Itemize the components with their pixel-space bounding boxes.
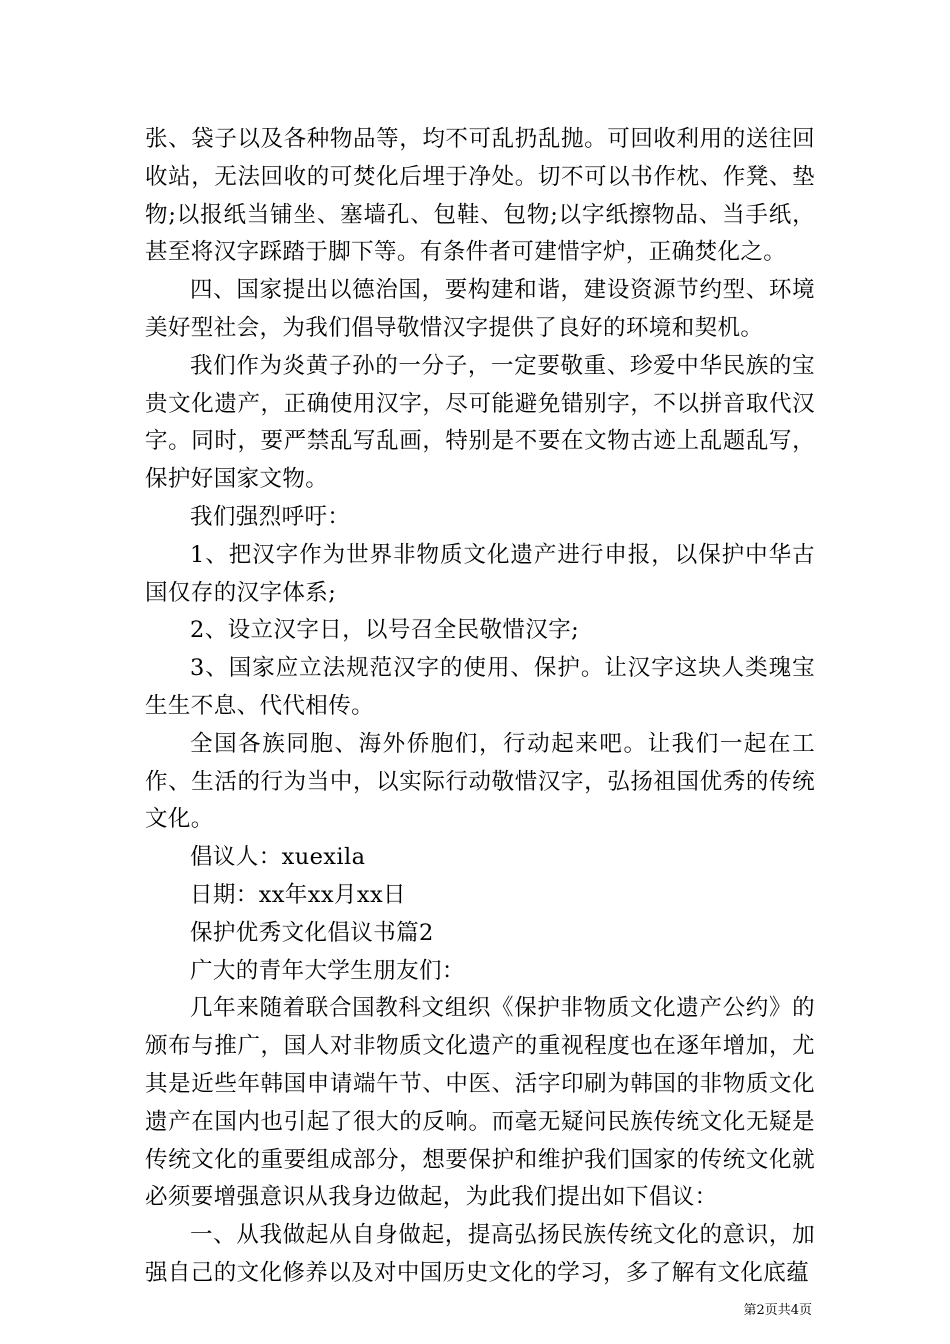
list-item: 3、国家应立法规范汉字的使用、保护。让汉字这块人类瑰宝生生不息、代代相传。 [145,655,815,719]
paragraph: 全国各族同胞、海外侨胞们，行动起来吧。让我们一起在工作、生活的行为当中，以实际行动敬惜汉字，弘扬祖国优秀的传统文化。 [145,730,815,833]
paragraph: 一、从我做起从自身做起，提高弘扬民族传统文化的意识，加强自己的文化修养以及对中国历史文化的学习，多了解有文化底蕴 [145,1222,815,1286]
signature-line: 倡议人：xuexila [190,844,366,871]
list-item: 1、把汉字作为世界非物质文化遗产进行申报，以保护中华古国仅存的汉字体系; [145,541,815,606]
paragraph: 我们强烈呼吁： [190,503,351,530]
section-title: 保护优秀文化倡议书篇2 [190,919,434,946]
paragraph: 张、袋子以及各种物品等，均不可乱扔乱抛。可回收利用的送往回收站，无法回收的可焚化后埋于净处。切不可以书作枕、作凳、垫物;以报纸当铺坐、塞墙孔、包鞋、包物;以字纸擦物品、当手纸，甚至将汉字踩踏于脚下等。有条件者可建惜字炉，正确焚化之。 [145,126,815,266]
paragraph: 几年来随着联合国教科文组织《保护非物质文化遗产公约》的颁布与推广，国人对非物质文化遗产的重视程度也在逐年增加，尤其是近些年韩国申请端午节、中医、活字印刷为韩国的非物质文化遗产在国内也引起了很大的反响。而毫无疑问民族传统文化无疑是传统文化的重要组成部分，想要保护和维护我们国家的传统文化就必须要增强意识从我身边做起，为此我们提出如下倡议： [145,995,815,1211]
date-line: 日期：xx年xx月xx日 [190,881,406,908]
list-item: 2、设立汉字日，以号召全民敬惜汉字; [190,617,580,644]
paragraph: 我们作为炎黄子孙的一分子，一定要敬重、珍爱中华民族的宝贵文化遗产，正确使用汉字，尽可能避免错别字，不以拼音取代汉字。同时，要严禁乱写乱画，特别是不要在文物古迹上乱题乱写，保护好国家文物。 [145,352,815,493]
document-body [145,121,815,1293]
paragraph: 四、国家提出以德治国，要构建和谐，建设资源节约型、环境美好型社会，为我们倡导敬惜汉字提供了良好的环境和契机。 [145,277,815,341]
page-number: 第2页共4页 [743,1303,812,1318]
salutation: 广大的青年大学生朋友们： [190,957,465,984]
